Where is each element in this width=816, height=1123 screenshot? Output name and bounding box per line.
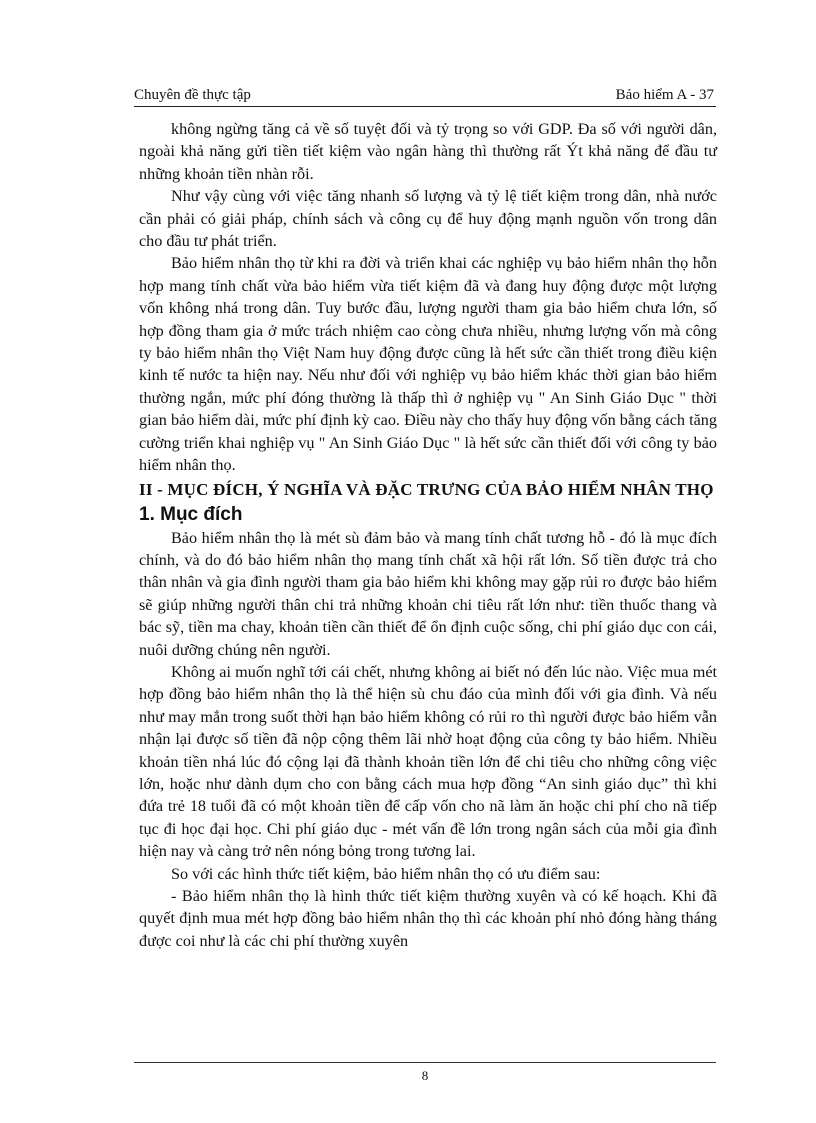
paragraph: Không ai muốn nghĩ tới cái chết, nhưng không ai biết nó đến lúc nào. Việc mua mét hợp đồng bảo hiểm nhân thọ là thể hiện sù chu đáo của mình đối với gia đình. Và nếu như may mắn trong suốt thời hạn bảo hiểm không có rủi ro thì người được bảo hiểm vẫn nhận lại được số tiền đã nộp cộng thêm lãi nhờ hoạt động của công ty bảo hiểm. Nhiều khoản tiền nhá lúc đó cộng lại đã thành khoản tiền lớn để chi tiêu cho những công việc lớn, hoặc như dành dụm cho con bằng cách mua hợp đồng “An sinh giáo dục” thì khi đứa trẻ 18 tuổi đã có một khoản tiền để cấp vốn cho nã làm ăn hoặc chi phí cho nã tiếp tục đi học đại học. Chi phí giáo dục - mét vấn đề lớn trong ngân sách của mỗi gia đình hiện nay và càng trở nên nóng bỏng trong tương lai. bbox=[139, 662, 717, 861]
paragraph: Bảo hiểm nhân thọ từ khi ra đời và triển khai các nghiệp vụ bảo hiểm nhân thọ hỗn hợp mang tính chất vừa bảo hiểm vừa tiết kiệm đã và đang huy động được một lượng vốn không nhá trong dân. Tuy bước đầu, lượng người tham gia bảo hiểm chưa lớn, số hợp đồng tham gia ở mức trách nhiệm cao còng chưa nhiều, nhưng lượng vốn mà công ty bảo hiểm nhân thọ Việt Nam huy động được cũng là hết sức cần thiết trong điều kiện kinh tế nước ta hiện nay. Nếu như đối với nghiệp vụ bảo hiểm khác thời gian bảo hiểm thường ngắn, mức phí đóng thường là thấp thì ở nghiệp vụ " An Sinh Giáo Dục " thời gian bảo hiểm dài, mức phí định kỳ cao. Điều này cho thấy huy động vốn bằng cách tăng cường triển khai nghiệp vụ " An Sinh Giáo Dục " là hết sức cần thiết đối với công ty bảo hiểm nhân thọ. bbox=[139, 254, 717, 475]
page-header bbox=[134, 86, 716, 107]
paragraph: không ngừng tăng cả về số tuyệt đối và tỷ trọng so với GDP. Đa số với người dân, ngoài khả năng gửi tiền tiết kiệm vào ngân hàng thì thường rất Ýt khả năng để đầu tư những khoản tiền nhàn rỗi. bbox=[139, 120, 717, 183]
paragraph: Như vậy cùng với việc tăng nhanh số lượng và tỷ lệ tiết kiệm trong dân, nhà nước cần phải có giải pháp, chính sách và công cụ để huy động mạnh nguồn vốn trong dân cho đầu tư phát triển. bbox=[139, 187, 717, 251]
section-heading: II - MỤC ĐÍCH, Ý NGHĨA VÀ ĐẶC TRƯNG CỦA BẢO HIỂM NHÂN THỌ bbox=[139, 479, 714, 499]
page-body bbox=[139, 118, 717, 952]
header-code: Bảo hiểm A - 37 bbox=[615, 87, 714, 103]
paragraph: - Bảo hiểm nhân thọ là hình thức tiết kiệm thường xuyên và có kế hoạch. Khi đã quyết định mua mét hợp đồng bảo hiểm nhân thọ thì các khoản phí nhỏ đóng hàng tháng được coi như là các chi phí thường xuyên bbox=[139, 887, 717, 950]
paragraph: So với các hình thức tiết kiệm, bảo hiểm nhân thọ có ưu điểm sau: bbox=[171, 864, 601, 883]
header-title: Chuyên đề thực tập bbox=[134, 87, 251, 103]
subsection-heading: 1. Mục đích bbox=[139, 503, 243, 525]
footer-divider bbox=[134, 1062, 716, 1063]
paragraph: Bảo hiểm nhân thọ là mét sù đảm bảo và mang tính chất tương hỗ - đó là mục đích chính, và do đó bảo hiểm nhân thọ mang tính chất xã hội rất lớn. Số tiền được trả cho thân nhân và gia đình người tham gia bảo hiểm khi không may gặp rủi ro được bảo hiểm sẽ giúp những người thân chi trả những khoản chi tiêu rất lớn như: tiền thuốc thang và bác sỹ, tiền ma chay, khoản tiền cần thiết để ổn định cuộc sống, chi phí giáo dục con cái, nuôi dưỡng chúng nên người. bbox=[139, 528, 717, 659]
page-number: 8 bbox=[421, 1068, 429, 1083]
